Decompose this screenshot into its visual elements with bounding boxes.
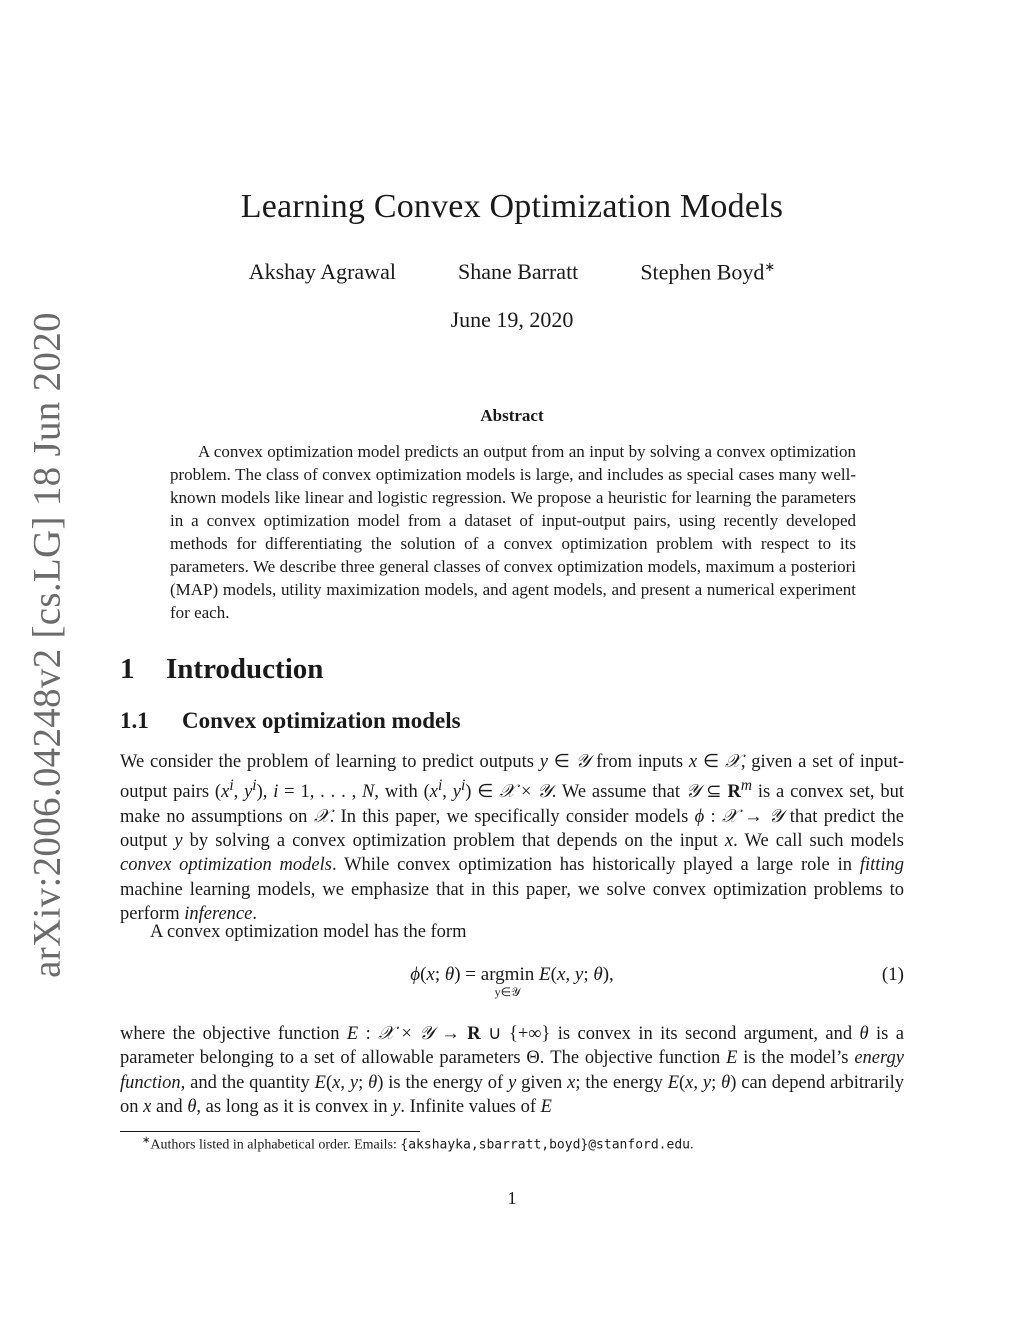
subsection-title-text: Convex optimization models xyxy=(182,708,461,733)
author-2: Shane Barratt xyxy=(457,259,579,284)
section-title-text: Introduction xyxy=(166,653,324,685)
abstract-text: A convex optimization model predicts an output from an input by solving a convex optimization problem. The class of convex optimization models is large, and includes as special cases many well-known models like linear and logistic regression. We propose a heuristic for learning the parameters in a convex optimization model from a dataset of input-output pairs, using recently developed methods for differentiating the solution of a convex optimization problem with respect to its parameters. We describe three general classes of convex optimization models, maximum a posteriori (MAP) models, utility maximization models, and agent models, and present a numerical experiment for each. xyxy=(170,442,856,622)
equation-1 xyxy=(120,960,904,1010)
section-heading xyxy=(120,653,323,686)
section-number: 1 xyxy=(120,653,135,685)
author-footnote-mark: ∗ xyxy=(764,259,776,274)
page-number: 1 xyxy=(507,1188,517,1208)
abstract-heading: Abstract xyxy=(480,406,544,425)
footnote-emails: {akshayka,sbarratt,boyd}@stanford.edu xyxy=(400,1137,690,1153)
intro-paragraph-1: We consider the problem of learning to predict outputs y ∈ 𝒴 from inputs x ∈ 𝒳, given a set of input-output pairs ($x^i$, $y^i$), i = 1, . . . , N, with ($x^i$, $y^i$) ∈ 𝒳 × 𝒴. We assume that 𝒴 ⊆ $R^m$ is a convex set, but make no assumptions on 𝒳. In this paper, we specifically consider models ϕ : 𝒳 → 𝒴 that predict the output y by solving a convex optimization problem that depends on the input x. We call such models convex optimization models. While convex optimization has historically played a large role in fitting machine learning models, we emphasize that in this paper, we solve convex optimization problems to perform inference. xyxy=(120,751,905,924)
footnote-divider xyxy=(120,1131,420,1132)
equation-number: (1) xyxy=(881,964,904,985)
author-list xyxy=(0,259,1024,285)
subsection-heading xyxy=(120,708,461,734)
equation-body: ϕ(x; θ) = argmin y∈𝒴 E(x, y; θ), xyxy=(410,964,614,999)
intro-paragraph-2: A convex optimization model has the form xyxy=(150,922,467,942)
paper-title: Learning Convex Optimization Models xyxy=(240,188,784,225)
paper-date: June 19, 2020 xyxy=(450,307,574,332)
author-1: Akshay Agrawal xyxy=(248,259,396,284)
argmin-operator: argmin y∈𝒴 xyxy=(480,964,535,999)
arxiv-identifier-stamp: arXiv:2006.04248v2 [cs.LG] 18 Jun 2020 xyxy=(25,312,69,978)
intro-paragraph-3: where the objective function E : 𝒳 × 𝒴 → R ∪ {+∞} is convex in its second argument, and θ is a parameter belonging to a set of allowable parameters Θ. The objective function E is the model’s energy function, and the quantity E(x, y; θ) is the energy of y given x; the energy E(x, y; θ) can depend arbitrarily on x and θ, as long as it is convex in y. Infinite values of E xyxy=(120,1023,905,1117)
subsection-number: 1.1 xyxy=(120,708,149,733)
author-3: Stephen Boyd∗ xyxy=(640,259,776,285)
footnote: ∗Authors listed in alphabetical order. Emails: {akshayka,sbarratt,boyd}@stanford.edu. xyxy=(142,1135,694,1153)
